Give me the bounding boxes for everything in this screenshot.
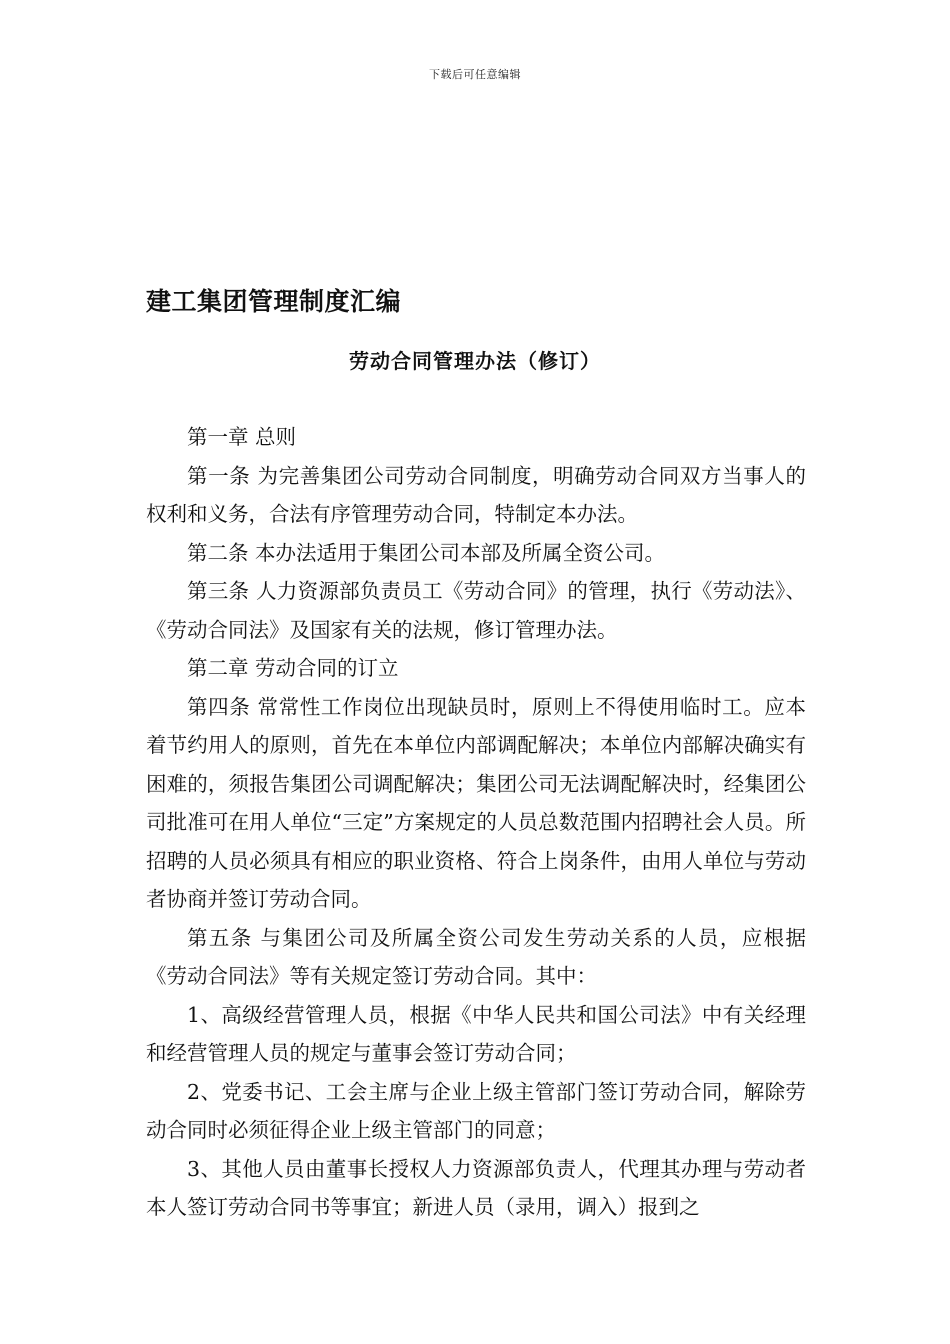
article-paragraph: 第一条 为完善集团公司劳动合同制度，明确劳动合同双方当事人的权利和义务，合法有序管理劳动合同，特制定本办法。 <box>146 463 806 526</box>
document-body <box>146 418 806 1227</box>
article-paragraph: 第四条 常常性工作岗位出现缺员时，原则上不得使用临时工。应本着节约用人的原则，首先在本单位内部调配解决；本单位内部解决确实有困难的，须报告集团公司调配解决；集团公司无法调配解决时，经集团公司批准可在用人单位“三定”方案规定的人员总数范围内招聘社会人员。所招聘的人员必须具有相应的职业资格、符合上岗条件，由用人单位与劳动者协商并签订劳动合同。 <box>146 694 806 911</box>
article-paragraph: 第二条 本办法适用于集团公司本部及所属全资公司。 <box>187 540 666 565</box>
article-paragraph: 第五条 与集团公司及所属全资公司发生劳动关系的人员，应根据《劳动合同法》等有关规定签订劳动合同。其中： <box>146 925 806 988</box>
list-item: 3、其他人员由董事长授权人力资源部负责人，代理其办理与劳动者本人签订劳动合同书等事宜；新进人员（录用，调入）报到之 <box>146 1156 806 1219</box>
article-paragraph: 第三条 人力资源部负责员工《劳动合同》的管理，执行《劳动法》、《劳动合同法》及国家有关的法规，修订管理办法。 <box>146 579 806 642</box>
chapter-heading: 第二章 劳动合同的订立 <box>187 656 399 680</box>
list-item: 1、高级经营管理人员，根据《中华人民共和国公司法》中有关经理和经营管理人员的规定与董事会签订劳动合同； <box>146 1002 806 1065</box>
list-item: 2、党委书记、工会主席与企业上级主管部门签订劳动合同，解除劳动合同时必须征得企业上级主管部门的同意； <box>146 1079 806 1142</box>
header-note: 下载后可任意编辑 <box>429 68 521 81</box>
chapter-heading: 第一章 总则 <box>187 425 297 449</box>
document-title: 建工集团管理制度汇编 <box>146 287 402 316</box>
document-subtitle: 劳动合同管理办法（修订） <box>349 349 601 373</box>
